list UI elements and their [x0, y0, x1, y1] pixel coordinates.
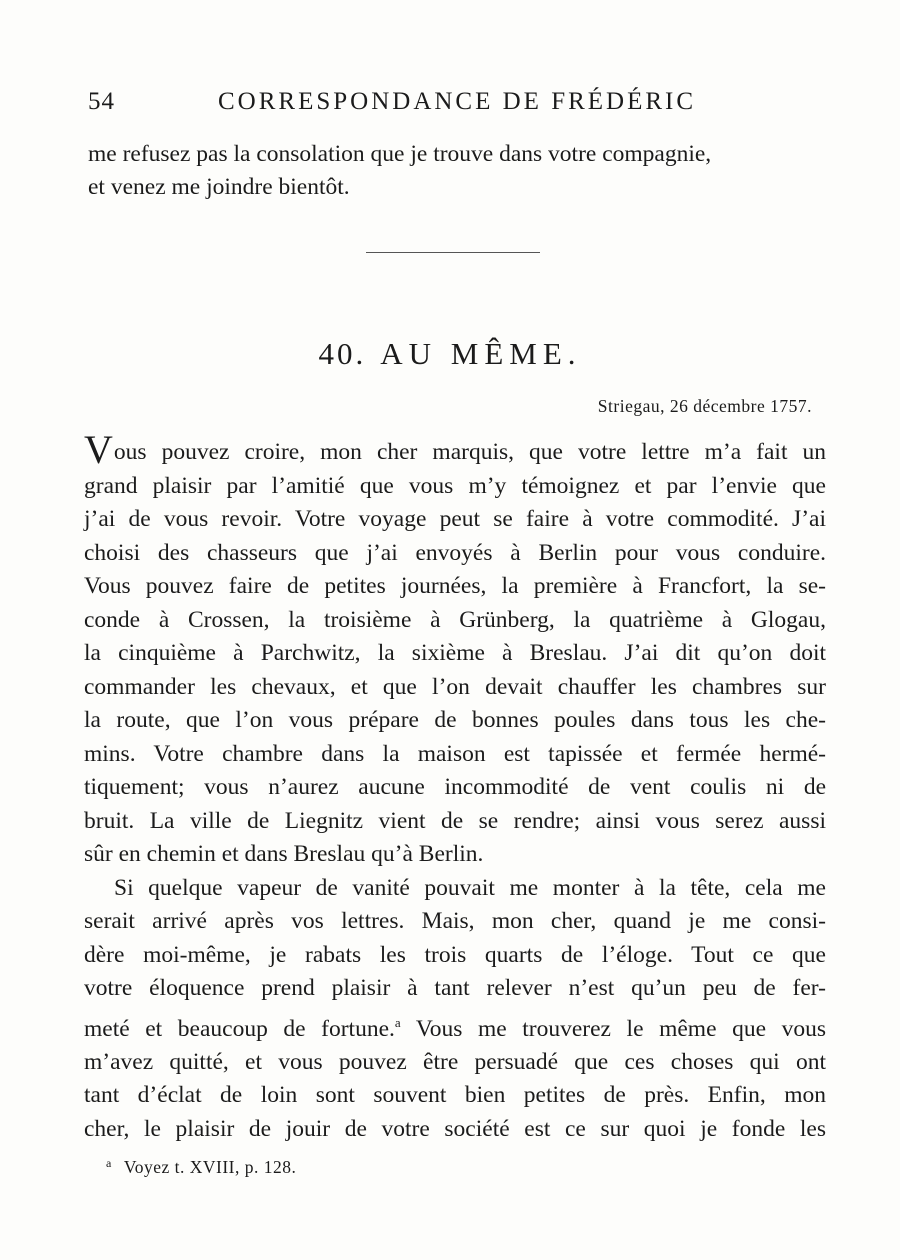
text-line: Vous pouvez faire de petites journées, la première à Francfort, la se- [84, 573, 826, 599]
text-line: cher, le plaisir de jouir de votre société est ce sur quoi je fonde les [84, 1115, 826, 1142]
text-line-content: ous pouvez croire, mon cher marquis, que votre lettre m’a fait un [113, 439, 826, 465]
text-line: bruit. La ville de Liegnitz vient de se rendre; ainsi vous serez aussi [84, 807, 826, 834]
text-line: tant d’éclat de loin sont souvent bien petites de près. Enfin, mon [84, 1082, 826, 1109]
text-line [84, 427, 826, 472]
text-line: commander les chevaux, et que l’on devait chauffer les chambres sur [84, 673, 826, 700]
letter-body [84, 427, 826, 1146]
footnote-text: Voyez t. XVIII, p. 128. [123, 1157, 297, 1177]
text-line: j’ai de vous revoir. Votre voyage peut se faire à votre commodité. J’ai [84, 506, 826, 532]
text-line: mins. Votre chambre dans la maison est tapissée et fermée hermé- [84, 740, 826, 767]
text-line: la route, que l’on vous prépare de bonnes poules dans tous les che- [84, 707, 826, 733]
footnote-mark: a [106, 1156, 112, 1170]
text-line: tiquement; vous n’aurez aucune incommodité de vent coulis ni de [84, 774, 826, 800]
text-line: conde à Crossen, la troisième à Grünberg, la quatrième à Glogau, [84, 606, 826, 633]
footnote [106, 1156, 296, 1178]
letter-title: AU MÊME. [380, 336, 582, 371]
text-line: choisi des chasseurs que j’ai envoyés à Berlin pour vous conduire. [84, 539, 826, 566]
text-line-content: Vous me trouverez le même que vous [400, 1015, 826, 1042]
running-title: CORRESPONDANCE DE FRÉDÉRIC [218, 88, 697, 115]
text-line: et venez me joindre bientôt. [88, 174, 350, 200]
dateline: Striegau, 26 décembre 1757. [597, 396, 812, 416]
text-line: sûr en chemin et dans Breslau qu’à Berlin. [84, 841, 484, 867]
letter-number: 40. [318, 336, 367, 371]
text-line: Si quelque vapeur de vanité pouvait me monter à la tête, cela me [114, 874, 826, 901]
drop-cap: V [84, 427, 113, 472]
text-line: votre éloquence prend plaisir à tant relever n’est qu’un peu de fer- [84, 975, 826, 1001]
text-line-content: meté et beaucoup de fortune. [84, 1015, 395, 1042]
section-divider [366, 252, 540, 253]
text-line: la cinquième à Parchwitz, la sixième à Breslau. J’ai dit qu’on doit [84, 640, 826, 666]
carryover-text [88, 138, 828, 204]
text-line: grand plaisir par l’amitié que vous m’y témoignez et par l’envie que [84, 472, 826, 499]
text-line [84, 1006, 826, 1046]
text-line: m’avez quitté, et vous pouvez être persuadé que ces choses qui ont [84, 1048, 826, 1075]
footnote-reference: a [394, 1014, 401, 1030]
paragraph [84, 427, 826, 872]
text-line: serait arrivé après vos lettres. Mais, mon cher, quand je me consi- [84, 908, 826, 934]
text-line: dère moi-même, je rabats les trois quarts de l’éloge. Tout ce que [84, 941, 826, 968]
text-line: me refusez pas la consolation que je trouve dans votre compagnie, [88, 141, 712, 167]
page-number: 54 [88, 88, 115, 115]
letter-heading [0, 336, 900, 372]
paragraph [84, 872, 826, 1147]
running-header [88, 88, 828, 124]
